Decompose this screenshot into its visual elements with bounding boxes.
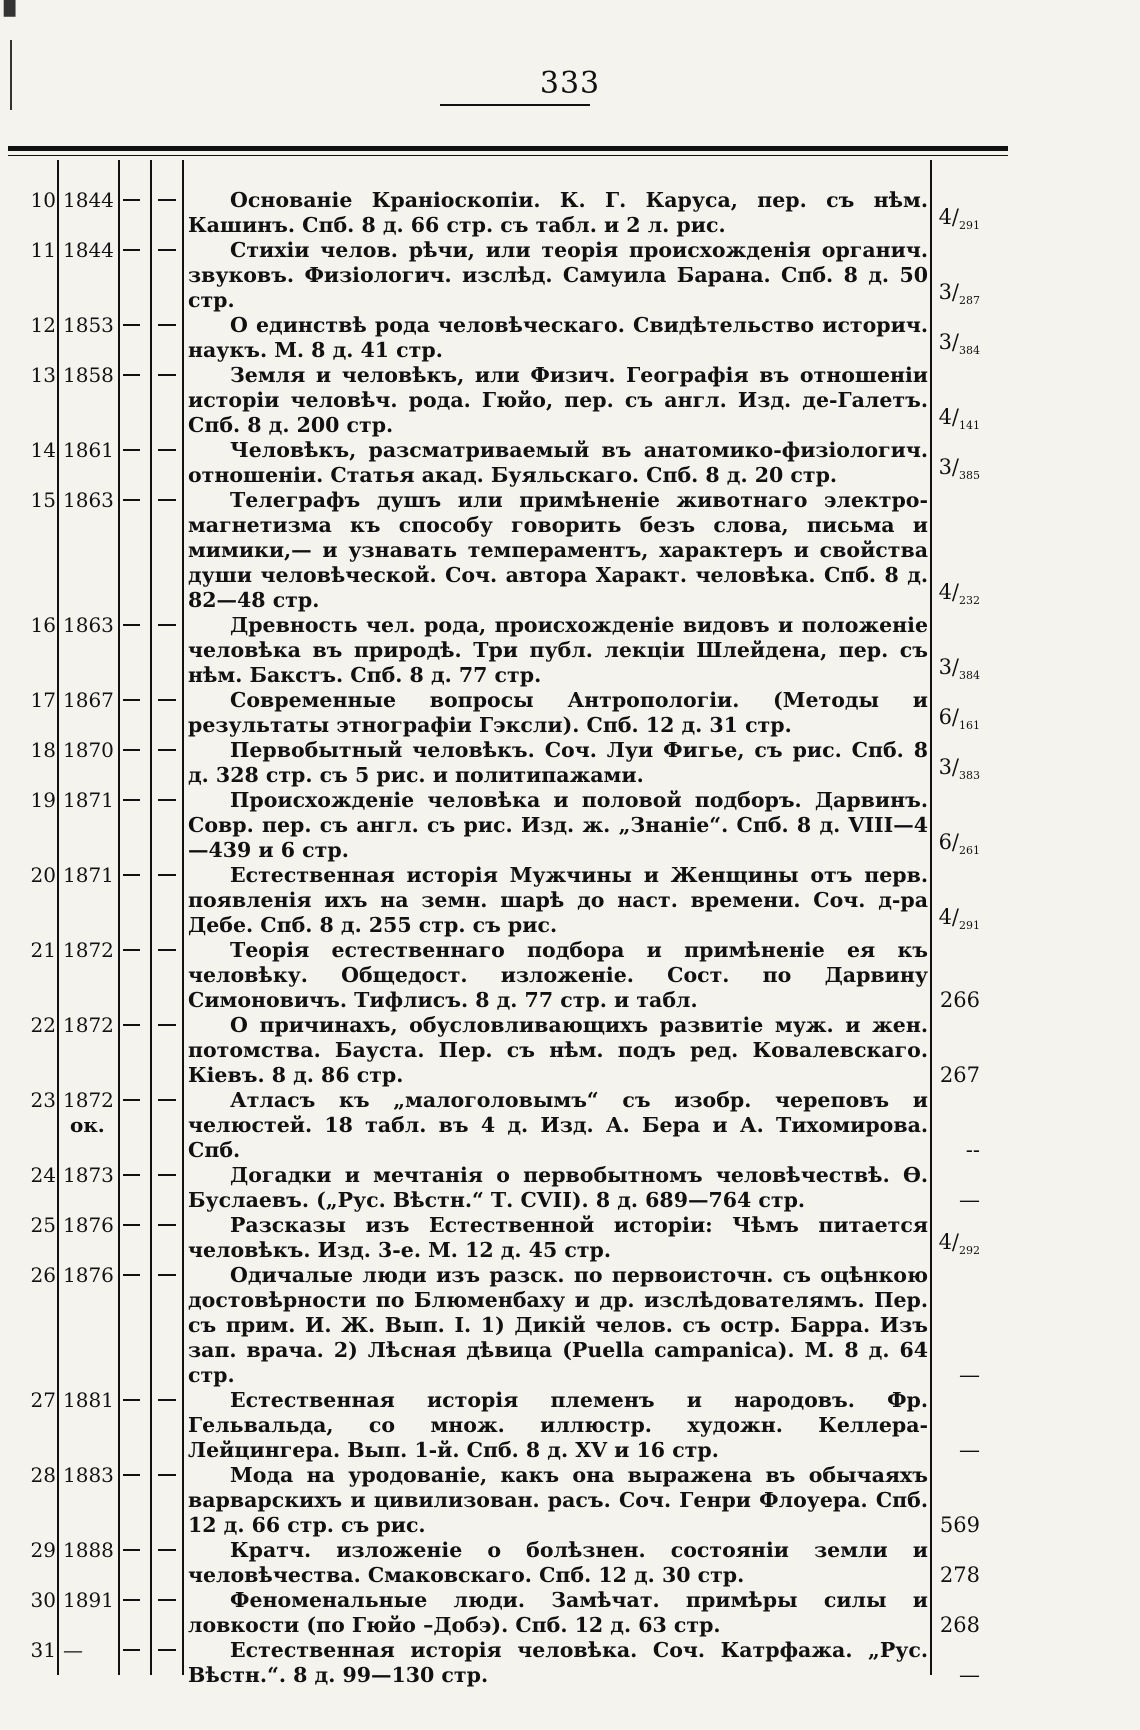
- entry-price: [900, 330, 980, 363]
- entry-price-main: —: [959, 1188, 980, 1212]
- entry-price-main: 278: [939, 1563, 980, 1587]
- dash-mark: [123, 1649, 140, 1651]
- dash-mark: [158, 874, 176, 876]
- entry-year: 1872: [63, 1088, 114, 1112]
- entry-price-sub: 385: [959, 469, 980, 482]
- entry-price: [900, 1513, 980, 1538]
- entry-number: 18: [30, 738, 56, 762]
- entry-price: [900, 1230, 980, 1263]
- entry-year: 1872: [63, 938, 114, 962]
- entry-number: 17: [30, 688, 56, 712]
- entry-price: [900, 405, 980, 438]
- dash-mark: [123, 799, 140, 801]
- entry-price-main: 6/: [938, 829, 959, 854]
- entry-price: [900, 655, 980, 688]
- entry-number: 10: [30, 188, 56, 212]
- dash-mark: [123, 1399, 140, 1401]
- entry-price-sub: 161: [959, 719, 980, 732]
- entry-price-main: 569: [939, 1513, 980, 1537]
- table-row: [0, 688, 1140, 738]
- bibliography-table: [0, 188, 1140, 1688]
- entry-year: 1881: [63, 1388, 114, 1412]
- entry-title: О причинахъ, обусловливающихъ развитіе муж. и жен. потомства. Бауста. Пер. съ нѣм. подъ ред. Ковалевскаго. Кіевъ. 8 д. 86 стр.: [188, 1013, 928, 1087]
- dash-mark: [123, 199, 140, 201]
- dash-mark: [158, 499, 176, 501]
- entry-year: —: [63, 1638, 83, 1662]
- entry-number: 21: [30, 938, 56, 962]
- entry-price-main: 268: [939, 1613, 980, 1637]
- entry-price: [900, 1363, 980, 1388]
- entry-price-main: 3/: [938, 454, 959, 479]
- dash-mark: [158, 1224, 176, 1226]
- entry-year: 1872: [63, 1013, 114, 1037]
- dash-mark: [158, 1274, 176, 1276]
- entry-year: 1844: [63, 238, 114, 262]
- entry-number: 20: [30, 863, 56, 887]
- entry-price: [900, 830, 980, 863]
- entry-price: [900, 1138, 980, 1163]
- entry-year: 1863: [63, 488, 114, 512]
- entry-price: [900, 1663, 980, 1688]
- dash-mark: [158, 799, 176, 801]
- entry-year: 1867: [63, 688, 114, 712]
- dash-mark: [158, 1549, 176, 1551]
- dash-mark: [158, 949, 176, 951]
- table-row: [0, 788, 1140, 863]
- entry-price: [900, 205, 980, 238]
- dash-mark: [123, 1024, 140, 1026]
- entry-price-main: —: [959, 1363, 980, 1387]
- entry-title: О единствѣ рода человѣческаго. Свидѣтельство историч. наукъ. М. 8 д. 41 стр.: [188, 313, 928, 362]
- entry-number: 12: [30, 313, 56, 337]
- entry-number: 13: [30, 363, 56, 387]
- dash-mark: [158, 1099, 176, 1101]
- entry-year: 1876: [63, 1213, 114, 1237]
- table-row: [0, 488, 1140, 613]
- table-row: [0, 1088, 1140, 1163]
- table-row: [0, 238, 1140, 313]
- dash-mark: [123, 1599, 140, 1601]
- entry-price: [900, 580, 980, 613]
- entry-title: Телеграфъ душъ или примѣненіе животнаго электро-магнетизма къ способу говорить безъ слова, письма и мимики,— и узнавать темпераментъ, характеръ и свойства души человѣческой. Соч. автора Характ. человѣка. Спб. 8 д. 82—48 стр.: [188, 488, 928, 612]
- entry-price-sub: 141: [959, 419, 980, 432]
- entry-price: [900, 455, 980, 488]
- entry-number: 16: [30, 613, 56, 637]
- entry-price-main: --: [965, 1138, 980, 1162]
- page-number-rule: [440, 104, 590, 106]
- table-row: [0, 1538, 1140, 1588]
- entry-price: [900, 1563, 980, 1588]
- dash-mark: [123, 449, 140, 451]
- table-row: [0, 1213, 1140, 1263]
- dash-mark: [158, 1399, 176, 1401]
- entry-title: Кратч. изложеніе о болѣзнен. состояніи земли и человѣчества. Смаковскаго. Спб. 12 д. 30 стр.: [188, 1538, 928, 1587]
- entry-number: 22: [30, 1013, 56, 1037]
- entry-price-main: 4/: [938, 904, 959, 929]
- dash-mark: [158, 199, 176, 201]
- entry-title: Первобытный человѣкъ. Соч. Луи Фигье, съ рис. Спб. 8 д. 328 стр. съ 5 рис. и политипажами.: [188, 738, 928, 787]
- entry-year: 1844: [63, 188, 114, 212]
- entry-price: [900, 1438, 980, 1463]
- entry-price-sub: 384: [959, 344, 980, 357]
- entry-year: 1861: [63, 438, 114, 462]
- entry-title: Естественная исторія племенъ и народовъ. Фр. Гельвальда, со множ. иллюстр. художн. Келлера-Лейцингера. Вып. 1-й. Спб. 8 д. XV и 16 стр.: [188, 1388, 928, 1462]
- table-row: [0, 1463, 1140, 1538]
- table-row: [0, 613, 1140, 688]
- dash-mark: [123, 1099, 140, 1101]
- entry-number: 19: [30, 788, 56, 812]
- page-number: 333: [539, 66, 601, 101]
- entry-price-main: 267: [939, 1063, 980, 1087]
- entry-number: 31: [30, 1638, 56, 1662]
- table-row: [0, 738, 1140, 788]
- dash-mark: [158, 324, 176, 326]
- dash-mark: [123, 1274, 140, 1276]
- entry-title: Разсказы изъ Естественной исторіи: Чѣмъ питается человѣкъ. Изд. 3-е. М. 12 д. 45 стр.: [188, 1213, 928, 1262]
- entry-number: 23: [30, 1088, 56, 1112]
- entry-year: 1876: [63, 1263, 114, 1287]
- dash-mark: [123, 1474, 140, 1476]
- entry-title: Стихіи челов. рѣчи, или теорія происхожденія органич. звуковъ. Физіологич. изслѣд. Самуила Барана. Спб. 8 д. 50 стр.: [188, 238, 928, 312]
- entry-title: Атласъ къ „малоголовымъ“ съ изобр. череповъ и челюстей. 18 табл. въ 4 д. Изд. А. Бера и А. Тихомирова. Спб.: [188, 1088, 928, 1162]
- entry-price: [900, 1188, 980, 1213]
- entry-number: 25: [30, 1213, 56, 1237]
- table-row: [0, 1588, 1140, 1638]
- table-row: [0, 1013, 1140, 1088]
- entry-title: Одичалые люди изъ разск. по первоисточн. съ оцѣнкою достовѣрности по Блюменбаху и др. изслѣдователямъ. Пер. съ прим. И. Ж. Вып. І. 1) Дикій челов. съ остр. Барра. Изъ зап. врача. 2) Лѣсная дѣвица (Puella campanica). М. 8 д. 64 стр.: [188, 1263, 928, 1387]
- entry-title: Естественная исторія Мужчины и Женщины отъ перв. появленія ихъ на земн. шарѣ до наст. времени. Соч. д-ра Дебе. Спб. 8 д. 255 стр. съ рис.: [188, 863, 928, 937]
- entry-year: 1871: [63, 863, 114, 887]
- entry-price-sub: 261: [959, 844, 980, 857]
- entry-year: 1888: [63, 1538, 114, 1562]
- entry-price-main: 4/: [938, 579, 959, 604]
- dash-mark: [158, 1174, 176, 1176]
- entry-price: [900, 705, 980, 738]
- entry-price-main: 4/: [938, 404, 959, 429]
- entry-year: 1858: [63, 363, 114, 387]
- entry-number: 24: [30, 1163, 56, 1187]
- dash-mark: [123, 699, 140, 701]
- table-row: [0, 938, 1140, 1013]
- entry-number: 11: [30, 238, 56, 262]
- dash-mark: [123, 949, 140, 951]
- entry-price: [900, 280, 980, 313]
- entry-year: 1883: [63, 1463, 114, 1487]
- dash-mark: [123, 1224, 140, 1226]
- entry-year: 1853: [63, 313, 114, 337]
- dash-mark: [123, 499, 140, 501]
- entry-price-main: 4/: [938, 1229, 959, 1254]
- entry-price-sub: 384: [959, 669, 980, 682]
- entry-title: Основаніе Краніоскопіи. К. Г. Каруса, пер. съ нѣм. Кашинъ. Спб. 8 д. 66 стр. съ табл. и 2 л. рис.: [188, 188, 928, 237]
- table-row: [0, 1388, 1140, 1463]
- dash-mark: [158, 249, 176, 251]
- entry-number: 26: [30, 1263, 56, 1287]
- dash-mark: [123, 324, 140, 326]
- entry-number: 15: [30, 488, 56, 512]
- header-rule-thick: [8, 146, 1008, 151]
- dash-mark: [123, 1174, 140, 1176]
- entry-price-main: 3/: [938, 329, 959, 354]
- entry-price-sub: 292: [959, 1244, 980, 1257]
- entry-title: Человѣкъ, разсматриваемый въ анатомико-физіологич. отношеніи. Статья акад. Буяльскаго. Спб. 8 д. 20 стр.: [188, 438, 928, 487]
- entry-number: 30: [30, 1588, 56, 1612]
- entry-number: 28: [30, 1463, 56, 1487]
- table-row: [0, 1638, 1140, 1688]
- entry-title: Естественная исторія человѣка. Соч. Катрфажа. „Рус. Вѣстн.“. 8 д. 99—130 стр.: [188, 1638, 928, 1687]
- table-row: [0, 363, 1140, 438]
- table-row: [0, 1263, 1140, 1388]
- entry-title: Происхожденіе человѣка и половой подборъ. Дарвинъ. Совр. пер. съ англ. съ рис. Изд. ж. „Знаніе“. Спб. 8 д. VIII—4—439 и 6 стр.: [188, 788, 928, 862]
- table-row: [0, 313, 1140, 363]
- entry-number: 29: [30, 1538, 56, 1562]
- entry-price: [900, 1613, 980, 1638]
- entry-price: [900, 1063, 980, 1088]
- dash-mark: [158, 449, 176, 451]
- dash-mark: [158, 1024, 176, 1026]
- dash-mark: [123, 874, 140, 876]
- entry-price: [900, 755, 980, 788]
- entry-year: 1891: [63, 1588, 114, 1612]
- entry-price-sub: 383: [959, 769, 980, 782]
- entry-year: 1870: [63, 738, 114, 762]
- entry-title: Догадки и мечтанія о первобытномъ человѣчествѣ. Ѳ. Буслаевъ. („Рус. Вѣстн.“ Т. CVII). 8 д. 689—764 стр.: [188, 1163, 928, 1212]
- entry-price-main: —: [959, 1663, 980, 1687]
- entry-title: Феноменальные люди. Замѣчат. примѣры силы и ловкости (по Гюйо –Добэ). Спб. 12 д. 63 стр.: [188, 1588, 928, 1637]
- entry-price-main: 3/: [938, 654, 959, 679]
- entry-price-main: 4/: [938, 204, 959, 229]
- dash-mark: [158, 699, 176, 701]
- dash-mark: [158, 1599, 176, 1601]
- entry-number: 14: [30, 438, 56, 462]
- header-rule-thin: [8, 155, 1008, 156]
- dash-mark: [123, 249, 140, 251]
- dash-mark: [158, 624, 176, 626]
- entry-price: [900, 905, 980, 938]
- table-row: [0, 438, 1140, 488]
- table-row: [0, 188, 1140, 238]
- table-row: [0, 1163, 1140, 1213]
- dash-mark: [158, 1474, 176, 1476]
- dash-mark: [123, 1549, 140, 1551]
- entry-title: Теорія естественнаго подбора и примѣненіе ея къ человѣку. Общедост. изложеніе. Сост. по Дарвину Симоновичъ. Тифлисъ. 8 д. 77 стр. и табл.: [188, 938, 928, 1012]
- dash-mark: [123, 749, 140, 751]
- entry-title: Земля и человѣкъ, или Физич. Географія въ отношеніи исторіи человѣч. рода. Гюйо, пер. съ англ. Изд. де-Галетъ. Спб. 8 д. 200 стр.: [188, 363, 928, 437]
- dash-mark: [158, 374, 176, 376]
- entry-price: [900, 988, 980, 1013]
- dash-mark: [158, 749, 176, 751]
- table-row: [0, 863, 1140, 938]
- entry-price-main: 3/: [938, 754, 959, 779]
- dash-mark: [158, 1649, 176, 1651]
- entry-year: 1863: [63, 613, 114, 637]
- entry-year: 1871: [63, 788, 114, 812]
- entry-price-main: 266: [939, 988, 980, 1012]
- entry-year: 1873: [63, 1163, 114, 1187]
- entry-title: Мода на уродованіе, какъ она выражена въ обычаяхъ варварскихъ и цивилизован. расъ. Соч. Генри Флоуера. Спб. 12 д. 66 стр. съ рис.: [188, 1463, 928, 1537]
- scan-corner-mark: ▘: [4, 0, 28, 35]
- entry-price-sub: 291: [959, 219, 980, 232]
- dash-mark: [123, 624, 140, 626]
- entry-price-sub: 232: [959, 594, 980, 607]
- entry-year-note: ок.: [70, 1113, 105, 1137]
- dash-mark: [123, 374, 140, 376]
- entry-title: Древность чел. рода, происхожденіе видовъ и положеніе человѣка въ природѣ. Три публ. лекціи Шлейдена, пер. съ нѣм. Бакстъ. Спб. 8 д. 77 стр.: [188, 613, 928, 687]
- entry-price-sub: 291: [959, 919, 980, 932]
- entry-price-main: 6/: [938, 704, 959, 729]
- entry-price-sub: 287: [959, 294, 980, 307]
- entry-price-main: 3/: [938, 279, 959, 304]
- entry-price-main: —: [959, 1438, 980, 1462]
- entry-number: 27: [30, 1388, 56, 1412]
- entry-title: Современные вопросы Антропологіи. (Методы и результаты этнографіи Гэксли). Спб. 12 д. 31 стр.: [188, 688, 928, 737]
